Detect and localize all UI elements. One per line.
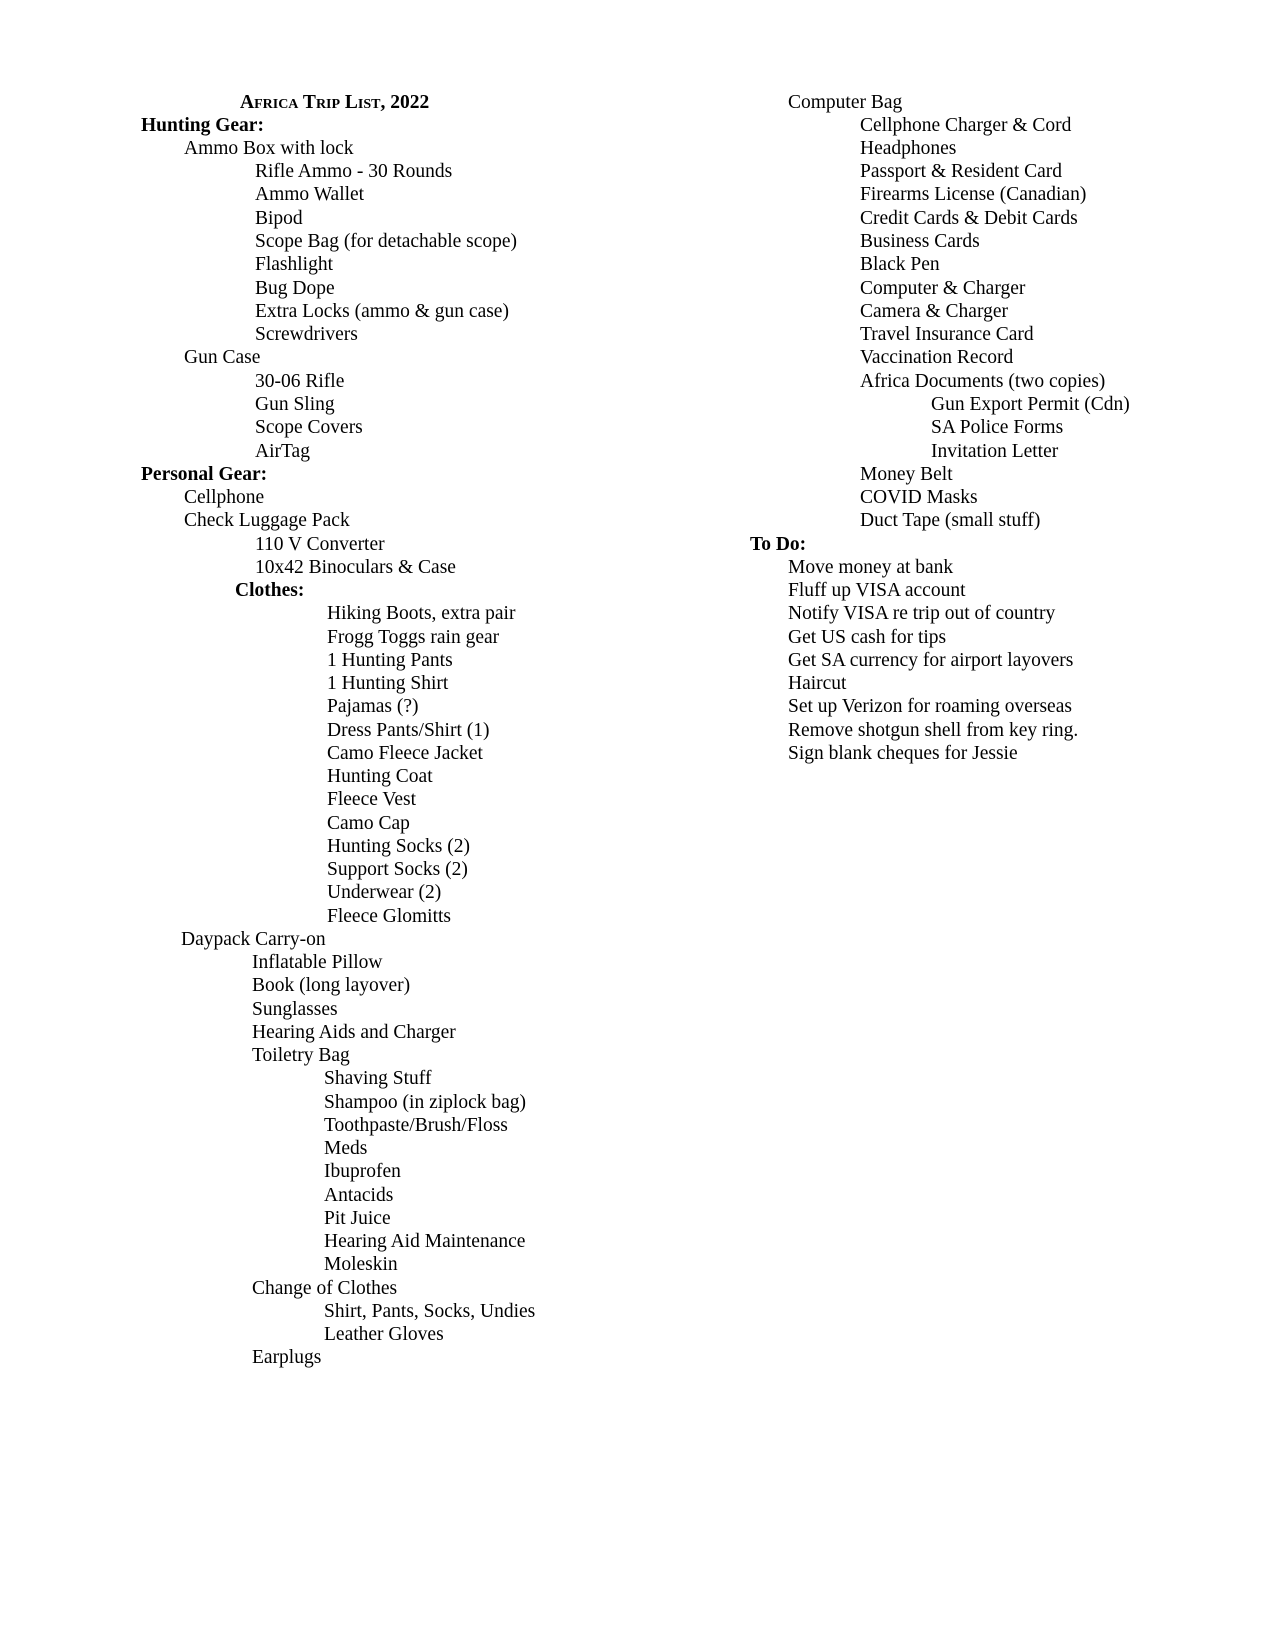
list-item: Shirt, Pants, Socks, Undies xyxy=(324,1301,536,1322)
list-item: Passport & Resident Card xyxy=(860,161,1063,182)
list-item: Hearing Aids and Charger xyxy=(252,1022,456,1043)
list-item: Black Pen xyxy=(860,254,940,275)
list-item: 30-06 Rifle xyxy=(255,371,345,392)
section-heading-hunting-gear: Hunting Gear: xyxy=(141,115,264,136)
list-item: Flashlight xyxy=(255,254,334,275)
todo-item: Get SA currency for airport layovers xyxy=(788,650,1074,671)
list-item: 10x42 Binoculars & Case xyxy=(255,557,456,578)
list-item: Hiking Boots, extra pair xyxy=(327,603,516,624)
todo-item: Fluff up VISA account xyxy=(788,580,966,601)
todo-item: Sign blank cheques for Jessie xyxy=(788,743,1018,764)
list-item: Hunting Coat xyxy=(327,766,433,787)
todo-item: Get US cash for tips xyxy=(788,627,947,648)
list-item: 1 Hunting Pants xyxy=(327,650,453,671)
list-item: Camera & Charger xyxy=(860,301,1009,322)
list-item: Ammo Wallet xyxy=(255,184,365,205)
group-label-ammo-box: Ammo Box with lock xyxy=(184,138,354,159)
todo-item: Notify VISA re trip out of country xyxy=(788,603,1056,624)
list-item: Shaving Stuff xyxy=(324,1068,432,1089)
list-item: Hunting Socks (2) xyxy=(327,836,470,857)
list-item: Bug Dope xyxy=(255,278,335,299)
list-item: Firearms License (Canadian) xyxy=(860,184,1087,205)
list-item: Gun Sling xyxy=(255,394,335,415)
list-item: Scope Covers xyxy=(255,417,363,438)
list-item: Fleece Glomitts xyxy=(327,906,452,927)
list-item: Camo Fleece Jacket xyxy=(327,743,483,764)
list-item: Bipod xyxy=(255,208,303,229)
list-item: Screwdrivers xyxy=(255,324,358,345)
group-label-daypack: Daypack Carry-on xyxy=(181,929,326,950)
group-label-gun-case: Gun Case xyxy=(184,347,261,368)
list-item: Book (long layover) xyxy=(252,975,411,996)
group-label-computer-bag: Computer Bag xyxy=(788,92,903,113)
list-item: Cellphone Charger & Cord xyxy=(860,115,1072,136)
todo-item: Remove shotgun shell from key ring. xyxy=(788,720,1079,741)
section-heading-to-do: To Do: xyxy=(750,534,807,555)
list-item: Inflatable Pillow xyxy=(252,952,383,973)
list-item: Underwear (2) xyxy=(327,882,442,903)
list-item: Money Belt xyxy=(860,464,953,485)
list-item: Computer & Charger xyxy=(860,278,1026,299)
list-item: Frogg Toggs rain gear xyxy=(327,627,500,648)
list-item: Pit Juice xyxy=(324,1208,391,1229)
todo-item: Set up Verizon for roaming overseas xyxy=(788,696,1072,717)
list-item: Rifle Ammo - 30 Rounds xyxy=(255,161,453,182)
list-item: Business Cards xyxy=(860,231,980,252)
list-item: Dress Pants/Shirt (1) xyxy=(327,720,490,741)
list-item: Fleece Vest xyxy=(327,789,416,810)
document-title: Africa Trip List, 2022 xyxy=(240,92,430,113)
list-item: Credit Cards & Debit Cards xyxy=(860,208,1078,229)
list-item: Shampoo (in ziplock bag) xyxy=(324,1092,526,1113)
list-item: Africa Documents (two copies) xyxy=(860,371,1106,392)
list-item: Leather Gloves xyxy=(324,1324,444,1345)
list-item: Camo Cap xyxy=(327,813,410,834)
list-item: SA Police Forms xyxy=(931,417,1064,438)
section-heading-personal-gear: Personal Gear: xyxy=(141,464,268,485)
list-item: Headphones xyxy=(860,138,957,159)
list-item: Gun Export Permit (Cdn) xyxy=(931,394,1130,415)
list-item: Travel Insurance Card xyxy=(860,324,1034,345)
list-item: Sunglasses xyxy=(252,999,338,1020)
list-item: Antacids xyxy=(324,1185,394,1206)
group-label-toiletry-bag: Toiletry Bag xyxy=(252,1045,350,1066)
list-item: Support Socks (2) xyxy=(327,859,468,880)
list-item: Vaccination Record xyxy=(860,347,1014,368)
list-item: Ibuprofen xyxy=(324,1161,401,1182)
todo-item: Move money at bank xyxy=(788,557,954,578)
list-item: Hearing Aid Maintenance xyxy=(324,1231,526,1252)
list-item: AirTag xyxy=(255,441,310,462)
group-label-cellphone: Cellphone xyxy=(184,487,265,508)
list-item: Scope Bag (for detachable scope) xyxy=(255,231,518,252)
list-item: Toothpaste/Brush/Floss xyxy=(324,1115,508,1136)
list-item: 1 Hunting Shirt xyxy=(327,673,449,694)
list-item: Moleskin xyxy=(324,1254,398,1275)
list-item: 110 V Converter xyxy=(255,534,385,555)
list-item: Extra Locks (ammo & gun case) xyxy=(255,301,509,322)
list-item: Duct Tape (small stuff) xyxy=(860,510,1041,531)
list-item: Pajamas (?) xyxy=(327,696,419,717)
group-label-check-luggage: Check Luggage Pack xyxy=(184,510,350,531)
todo-item: Haircut xyxy=(788,673,847,694)
list-item: Meds xyxy=(324,1138,368,1159)
list-item-earplugs: Earplugs xyxy=(252,1347,322,1368)
group-label-change-of-clothes: Change of Clothes xyxy=(252,1278,398,1299)
list-item: Invitation Letter xyxy=(931,441,1059,462)
list-item: COVID Masks xyxy=(860,487,978,508)
subheading-clothes: Clothes: xyxy=(235,580,305,601)
